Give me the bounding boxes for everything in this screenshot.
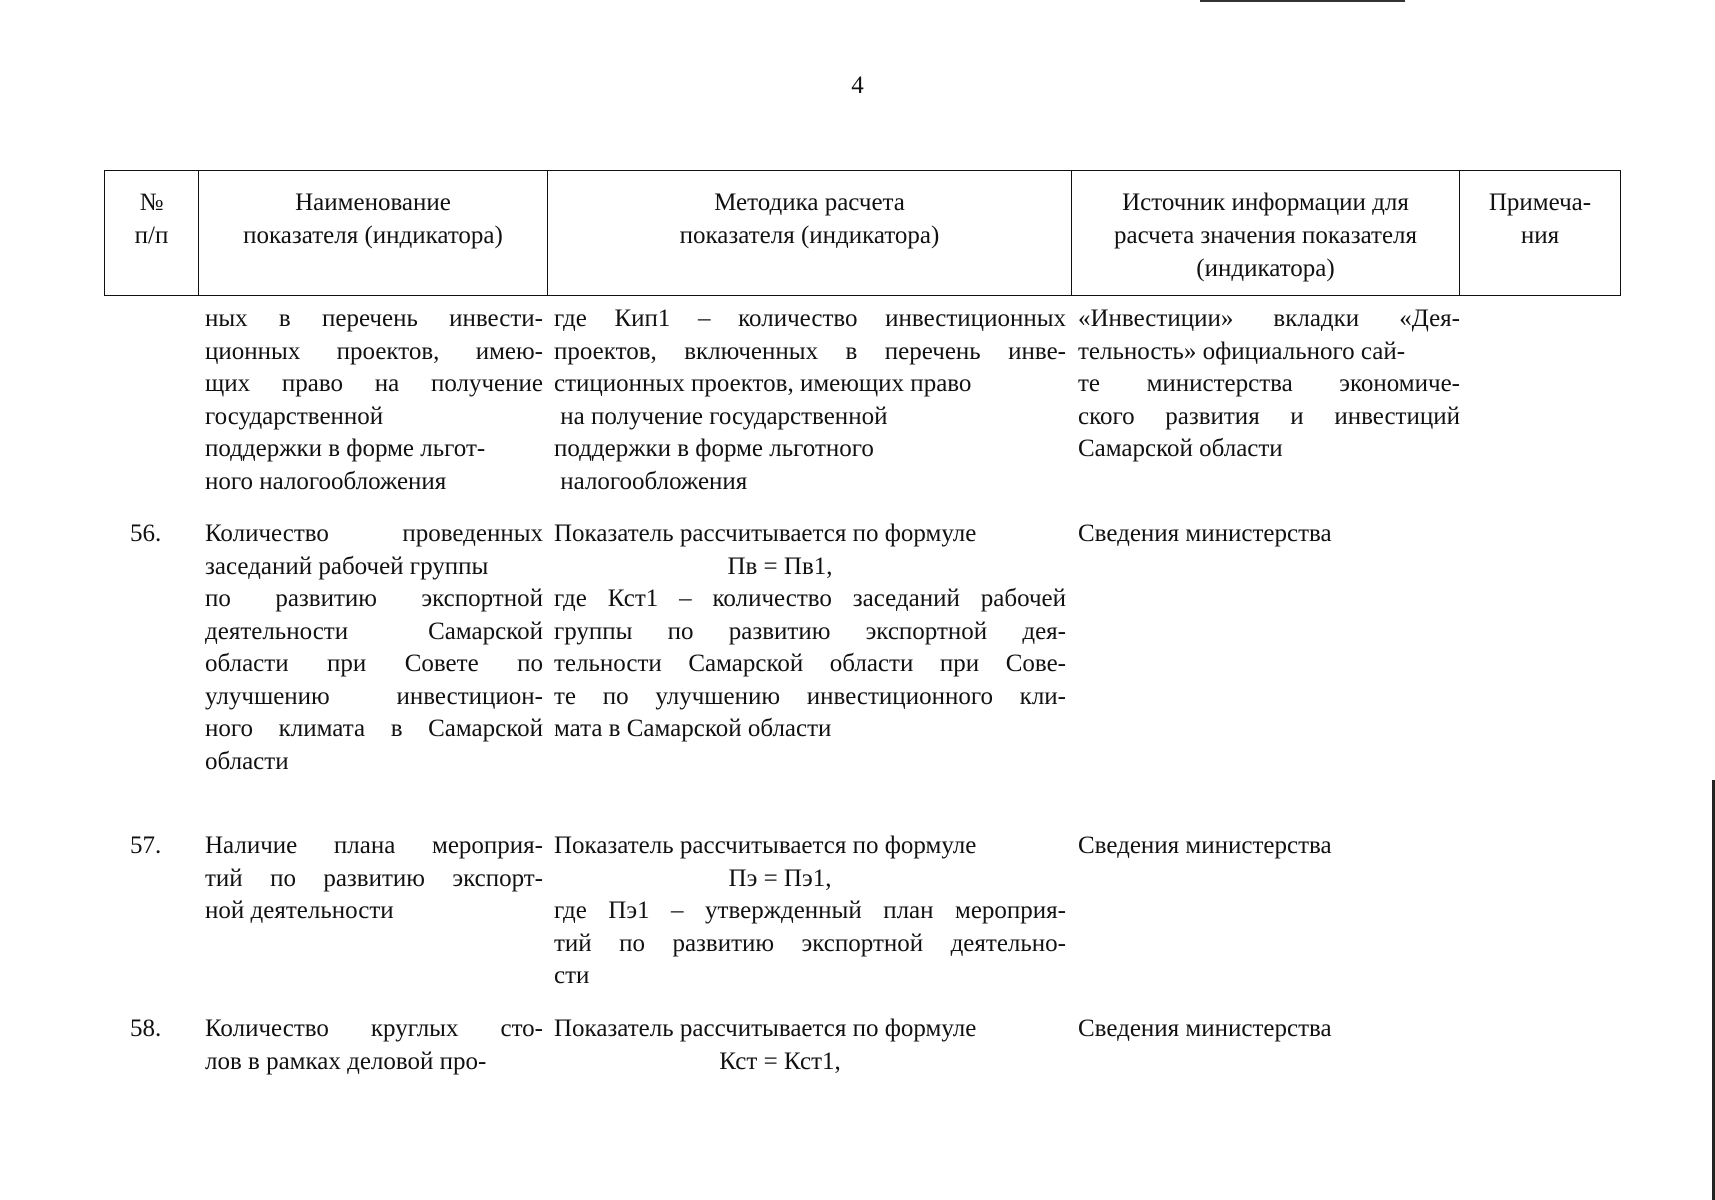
row-56-source: Сведения министерства — [1078, 520, 1332, 547]
row-56-name: Количество проведенных заседаний рабочей группы по развитию экспортной деятельности Самарской области при Совете по улучшению инвестицион- ного климата в Самарской области — [205, 520, 543, 775]
row-56-method: Показатель рассчитывается по формуле Пв = Пв1, где Кст1 – количество заседаний рабочей группы по развитию экспортной дея- тельности Самарской области при Сове- те по улучшению инвестиционного кли- мата в Самарской области — [554, 520, 1066, 742]
row-continued-name: ных в перечень инвести- ционных проектов, имею- щих право на получение государственной поддержки в форме льгот- ного налогообложения — [205, 305, 543, 495]
row-57-name: Наличие плана мероприя- тий по развитию экспорт- ной деятельности — [205, 832, 543, 924]
header-name: Наименование показателя (индикатора) — [199, 171, 548, 296]
formula: Пэ = Пэ1, — [728, 864, 832, 892]
row-57-method: Показатель рассчитывается по формуле Пэ = Пэ1, где Пэ1 – утвержденный план мероприя- тий по развитию экспортной деятельно- сти — [554, 832, 1066, 989]
formula: Пв = Пв1, — [727, 552, 833, 580]
page-number: 4 — [851, 72, 864, 99]
row-58-number: 58. — [130, 1015, 162, 1042]
row-57-source: Сведения министерства — [1078, 832, 1332, 859]
row-continued-source: «Инвестиции» вкладки «Дея- тельность» официального сай- те министерства экономиче- ского развития и инвестиций Самарской области — [1078, 305, 1460, 462]
row-continued-method: где Кип1 – количество инвестиционных проектов, включенных в перечень инве- стиционных проектов, имеющих право на получение государственной поддержки в форме льготного налогообложения — [554, 305, 1066, 495]
header-source: Источник информации для расчета значения показателя (индикатора) — [1072, 171, 1460, 296]
row-56-number: 56. — [130, 520, 162, 547]
row-58-name: Количество круглых сто- лов в рамках деловой про- — [205, 1015, 543, 1075]
formula: Кст = Кст1, — [719, 1047, 841, 1075]
header-notes: Примеча- ния — [1460, 171, 1621, 296]
row-58-source: Сведения министерства — [1078, 1015, 1332, 1042]
scan-artifact-line — [1200, 0, 1405, 2]
header-num: № п/п — [105, 171, 199, 296]
header-method: Методика расчета показателя (индикатора) — [548, 171, 1072, 296]
row-58-method: Показатель рассчитывается по формуле Кст = Кст1, — [554, 1013, 1066, 1078]
table-header — [104, 170, 1621, 296]
row-57-number: 57. — [130, 832, 162, 859]
